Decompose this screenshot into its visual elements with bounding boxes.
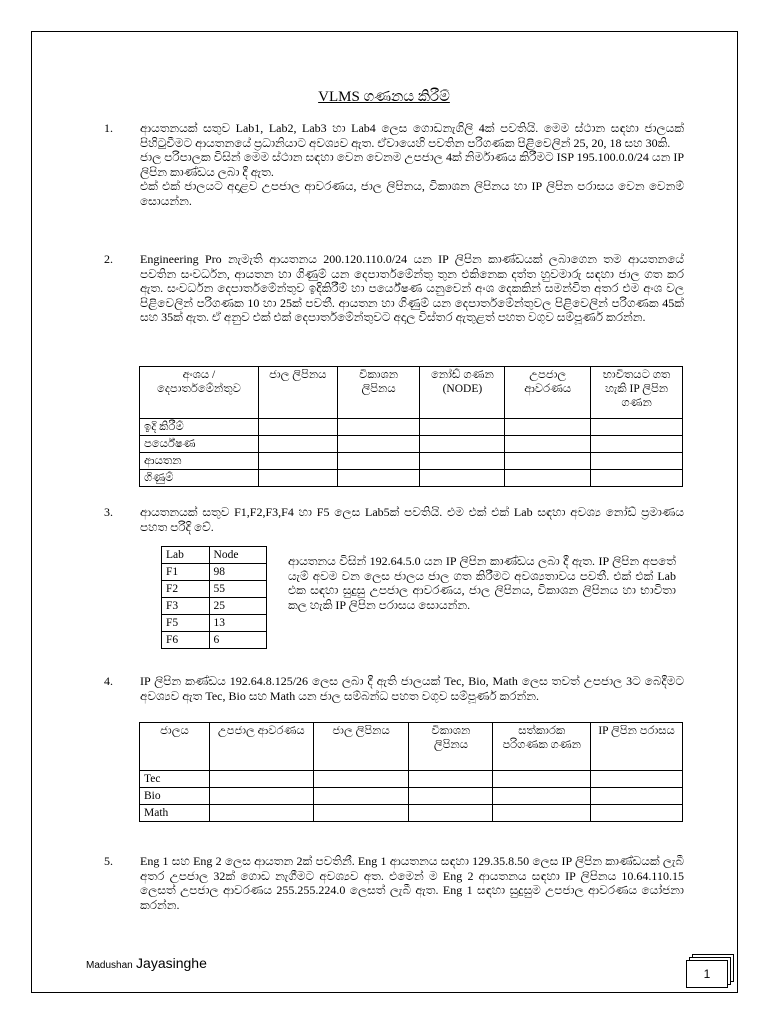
subnet-table bbox=[139, 722, 683, 822]
empty-cell bbox=[409, 771, 493, 788]
table-header: ජාල ලිපිනය bbox=[258, 367, 337, 419]
empty-cell bbox=[493, 771, 591, 788]
table-row bbox=[140, 419, 683, 436]
row-label: ආයතන bbox=[140, 453, 259, 470]
row-label: Bio bbox=[140, 788, 210, 805]
question-text: ආයතනයක් සතුව F1,F2,F3,F4 හා F5 ලෙස Lab5ක් පවතියි. එම එක් එක් Lab සඳහා අවශ්‍ය නෝඩ් ප්‍රමාණය පහත පරිදි වේ. bbox=[140, 505, 684, 534]
table-header: Node bbox=[209, 547, 266, 564]
question-number: 1. bbox=[104, 121, 113, 135]
table-row bbox=[140, 470, 683, 487]
node-cell: 25 bbox=[209, 598, 266, 615]
empty-cell bbox=[420, 470, 505, 487]
empty-cell bbox=[209, 805, 313, 822]
empty-cell bbox=[493, 805, 591, 822]
lab-cell: F2 bbox=[162, 581, 210, 598]
row-label: Math bbox=[140, 805, 210, 822]
author-first-name: Madushan bbox=[86, 960, 133, 971]
empty-cell bbox=[420, 419, 505, 436]
empty-cell bbox=[313, 788, 409, 805]
question-text: IP ලිපින කණ්ඩය 192.64.8.125/26 ලෙස ලබා දී ඇති ජාලයක් Tec, Bio, Math ලෙස තවත් උපජාල 3ට බෙදීමට අවශ්‍යව ඇත Tec, Bio සහ Math යන ජාල සම්බන්ධ පහත වගුව සම්පූර්ණ කරන්න. bbox=[140, 674, 684, 703]
empty-cell bbox=[505, 419, 591, 436]
question-text: ආයතනයක් සතුව Lab1, Lab2, Lab3 හා Lab4 ලෙස ගොඩනැගිලි 4ක් පවතියි. මෙම ස්ථාන සඳහා ජාලයක් පිහිටුවීමට ආයතනයේ ප්‍රධානියාට අවශ්‍යව ඇත. ඒවායෙහි පවතින පරිගණක පිළිවෙලින් 25, 20, 18 සහ 30කි. bbox=[140, 121, 684, 150]
page-title: VLMS ගණනය කිරීම් bbox=[318, 89, 450, 105]
empty-cell bbox=[591, 453, 683, 470]
question-number: 5. bbox=[104, 854, 113, 868]
row-label: පර්යේෂණ bbox=[140, 436, 259, 453]
department-table bbox=[139, 366, 683, 487]
empty-cell bbox=[505, 436, 591, 453]
empty-cell bbox=[420, 436, 505, 453]
table-header: උපජාල ආවරණය bbox=[209, 723, 313, 771]
empty-cell bbox=[258, 419, 337, 436]
empty-cell bbox=[313, 771, 409, 788]
node-cell: 55 bbox=[209, 581, 266, 598]
question-3-side-text bbox=[288, 554, 676, 612]
empty-cell bbox=[420, 453, 505, 470]
empty-cell bbox=[591, 419, 683, 436]
empty-cell bbox=[209, 788, 313, 805]
table-row bbox=[140, 788, 683, 805]
question-text: ජාල පරිපාලක විසින් මෙම ස්ථාන සඳහා වෙන වෙනම උපජාල 4ක් නිර්මාණය කිරීමට ISP 195.100.0.0/24 යන IP ලිපින කාණ්ඩය ලබා දී ඇත. bbox=[140, 150, 684, 179]
lab-cell: F5 bbox=[162, 615, 210, 632]
page-number: 1 bbox=[686, 960, 728, 988]
empty-cell bbox=[337, 419, 420, 436]
lab-node-table bbox=[161, 546, 267, 649]
node-cell: 6 bbox=[209, 632, 266, 649]
node-cell: 13 bbox=[209, 615, 266, 632]
table-row bbox=[162, 598, 267, 615]
question-text: එක් එක් ජාලයට අදාළව උපජාල ආවරණය, ජාල ලිපිනය, විකාශන ලිපිනය හා IP ලිපින පරාසය වෙන වෙනම් සොයන්න. bbox=[140, 179, 684, 208]
empty-cell bbox=[409, 788, 493, 805]
table-header: Lab bbox=[162, 547, 210, 564]
row-label: ඉදි කිරීම් bbox=[140, 419, 259, 436]
question-number: 4. bbox=[104, 674, 113, 688]
empty-cell bbox=[258, 470, 337, 487]
empty-cell bbox=[505, 453, 591, 470]
question-1 bbox=[104, 121, 684, 209]
table-row bbox=[140, 805, 683, 822]
question-3 bbox=[104, 505, 684, 534]
table-header: විකාශන ලිපිනය bbox=[409, 723, 493, 771]
question-text: Eng 1 සහ Eng 2 ලෙස ආයතන 2ක් පවතිනී. Eng 1 ආයතනය සඳහා 129.35.8.50 ලෙස IP ලිපින කාණ්ඩයක් ලැබී අතර උපජාල 32ක් ගොඩ නැගීමට අවශ්‍යව අත. එමෙන් ම Eng 2 ආයතනය සඳහා IP ලිපිනය 10.64.110.15 ලෙසත් උපජාල ආවරණය 255.255.224.0 ලෙසත් ලැබී ඇත. Eng 1 සඳහා සුදුසුම උපජාල ආවරණය යෝජනා කරන්න. bbox=[140, 854, 684, 912]
question-4 bbox=[104, 674, 684, 703]
row-label: Tec bbox=[140, 771, 210, 788]
author-last-name: Jayasinghe bbox=[136, 955, 207, 971]
empty-cell bbox=[313, 805, 409, 822]
row-label: ගිණුම් bbox=[140, 470, 259, 487]
table-row bbox=[140, 436, 683, 453]
question-2 bbox=[104, 252, 684, 325]
empty-cell bbox=[337, 453, 420, 470]
table-row bbox=[162, 581, 267, 598]
lab-cell: F6 bbox=[162, 632, 210, 649]
empty-cell bbox=[209, 771, 313, 788]
lab-cell: F1 bbox=[162, 564, 210, 581]
table-row bbox=[162, 615, 267, 632]
table-header: භාවිතයට ගත හැකි IP ලිපින ගණන bbox=[591, 367, 683, 419]
empty-cell bbox=[505, 470, 591, 487]
empty-cell bbox=[258, 453, 337, 470]
author-name bbox=[86, 955, 207, 971]
empty-cell bbox=[258, 436, 337, 453]
table-row bbox=[140, 453, 683, 470]
table-header: උපජාල ආවරණය bbox=[505, 367, 591, 419]
empty-cell bbox=[337, 436, 420, 453]
question-text: Engineering Pro නැමැති ආයතනය 200.120.110.0/24 යන IP ලිපින කාණ්ඩයක් ලබාගෙන තම ආයතනයේ පවතින සංවර්ධන, ආයතන හා ගිණුම් යන දෙපාර්තමේන්තු තුන එකිනෙක දත්ත හුවමාරු සඳහා ජාල ගත කර ඇත. සංවර්ධන දෙපාර්තමේන්තුව ඉදිකිරීම් හා පර්යේෂණ යනුවෙන් අංශ දෙකකින් සමන්විත අතර එම අංශ වල පිළිවෙලින් පරිගණක 10 හා 25ක් පවතී. ආයතන හා ගිණුම් යන දෙපාර්තමේන්තුවල පිළිවෙලින් පරිගණක 45ක් සහ 35ක් ඇත. ඒ අනුව එක් එක් දෙපාර්තමේන්තුවට අදාල විස්තර ඇතුළත් පහත වගුව සම්පූර්ණ කරන්න. bbox=[140, 252, 684, 325]
empty-cell bbox=[409, 805, 493, 822]
empty-cell bbox=[591, 470, 683, 487]
table-row bbox=[162, 632, 267, 649]
empty-cell bbox=[591, 788, 683, 805]
lab-cell: F3 bbox=[162, 598, 210, 615]
question-text: ආයතනය විසින් 192.64.5.0 යන IP ලිපින කාණ්ඩය ලබා දී ඇත. IP ලිපින අපතේ යැම් අවම වන ලෙස ජාලය ජාල ගත කිරීමට අවශ්‍යතාවය පවතී. එක් එක් Lab එක සඳහා සුදුසු උපජාල ආවරණය, ජාල ලිපිනය, විකාශන ලිපිනය හා භාවිතා කල හැකි IP ලිපින පරාසය සොයන්න. bbox=[288, 554, 676, 612]
page-number-box bbox=[686, 954, 732, 986]
table-header: ජාල ලිපිනය bbox=[313, 723, 409, 771]
table-header: සත්කාරක පරිගණක ගණන bbox=[493, 723, 591, 771]
table-row bbox=[140, 771, 683, 788]
empty-cell bbox=[591, 805, 683, 822]
question-5 bbox=[104, 854, 684, 912]
table-header: අංශය / දෙපාර්තමේන්තුව bbox=[140, 367, 259, 419]
empty-cell bbox=[337, 470, 420, 487]
table-header: ජාලය bbox=[140, 723, 210, 771]
question-number: 3. bbox=[104, 505, 113, 519]
table-header: විකාශන ලිපිනය bbox=[337, 367, 420, 419]
empty-cell bbox=[591, 436, 683, 453]
empty-cell bbox=[493, 788, 591, 805]
node-cell: 98 bbox=[209, 564, 266, 581]
empty-cell bbox=[591, 771, 683, 788]
table-header: නෝඩ් ගණන (NODE) bbox=[420, 367, 505, 419]
question-number: 2. bbox=[104, 252, 113, 266]
table-row bbox=[162, 564, 267, 581]
table-header: IP ලිපින පරාසය bbox=[591, 723, 683, 771]
